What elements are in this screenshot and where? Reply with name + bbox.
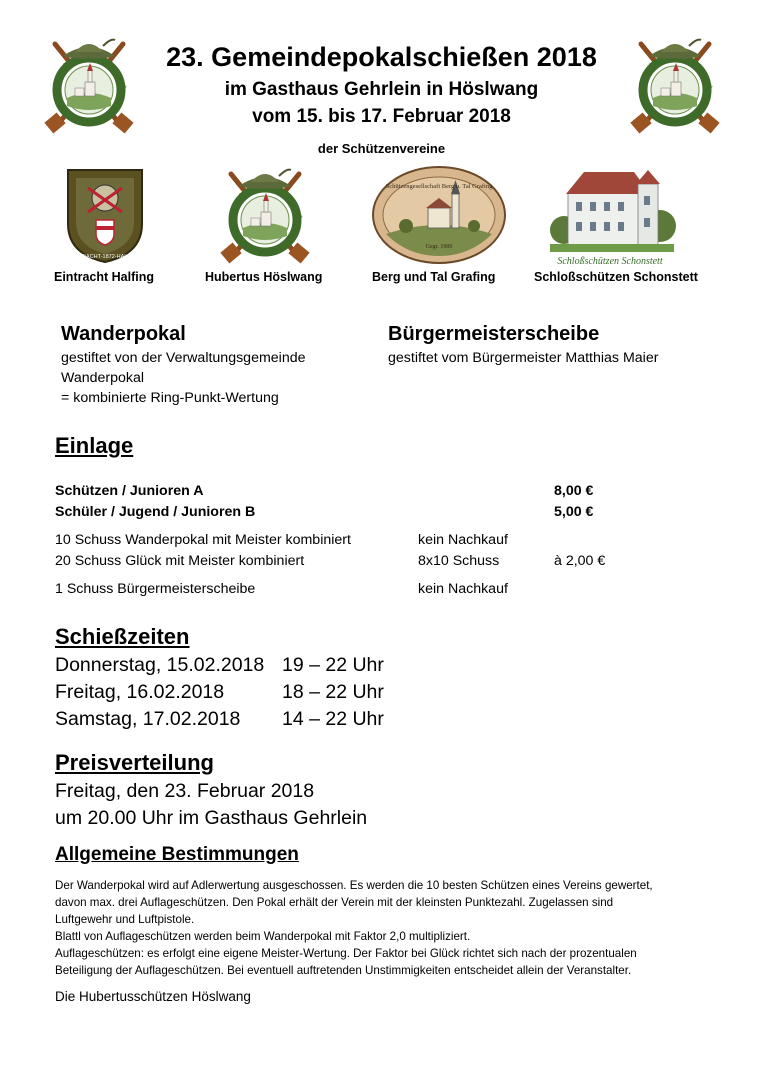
schedule-day: Samstag, 17.02.2018: [55, 708, 241, 730]
einlage-heading: Einlage: [55, 433, 134, 458]
fee-row-label: Schützen / Junioren A: [55, 483, 204, 499]
hubertus-logo-text-bottom: Höslwang: [75, 117, 103, 124]
berg-logo-text-top: Schützengesellschaft Berg u. Tal Grafing: [385, 183, 493, 190]
club-logo-schlossschuetzen-schonstett: [540, 166, 680, 270]
hubertus-logo-text-bottom: Höslwang: [251, 247, 279, 254]
bestimmungen-line: Blattl von Auflageschützen werden beim Wanderpokal mit Faktor 2,0 multipliziert.: [55, 930, 471, 943]
hubertus-logo-text-top: Hubertus: [285, 199, 305, 221]
berg-und-tal-grafing-logo-icon: [370, 164, 508, 266]
club-logo-hubertus-hoeslwang: [220, 166, 310, 266]
preisverteilung-heading: Preisverteilung: [55, 750, 214, 775]
einlage-item-note: 8x10 Schuss: [418, 553, 500, 569]
wanderpokal-description: [61, 348, 306, 408]
einlage-item-label: 1 Schuss Bürgermeisterscheibe: [55, 581, 256, 597]
hubertus-hoeslwang-logo-icon: [220, 166, 310, 266]
eintracht-halfing-logo-icon: [64, 166, 146, 264]
schedule-day: Freitag, 16.02.2018: [55, 681, 225, 703]
buergermeisterscheibe-title: Bürgermeisterscheibe: [388, 323, 600, 345]
preisverteilung-time-place: um 20.00 Uhr im Gasthaus Gehrlein: [55, 807, 368, 829]
club-label-berg-und-tal-grafing: Berg und Tal Grafing: [372, 270, 496, 284]
signature: Die Hubertusschützen Höslwang: [55, 989, 251, 1004]
wanderpokal-title: Wanderpokal: [61, 323, 186, 345]
einlage-item-note: kein Nachkauf: [418, 581, 508, 597]
bestimmungen-text: [55, 877, 735, 979]
preisverteilung-date: Freitag, den 23. Februar 2018: [55, 780, 315, 802]
schedule-time: 14 – 22 Uhr: [282, 708, 384, 730]
einlage-item-label: 10 Schuss Wanderpokal mit Meister kombiniert: [55, 532, 351, 548]
club-logo-eintracht-halfing: [64, 166, 146, 264]
hubertus-logo-text-top: Hubertus: [109, 69, 129, 91]
hubertus-logo-text-left: Schützen: [641, 61, 655, 85]
hubertus-logo-text-top: Hubertus: [695, 69, 715, 91]
schiesszeiten-heading: Schießzeiten: [55, 624, 190, 649]
hubertus-logo-text-left: Schützen: [55, 61, 69, 85]
fee-row-label: Schüler / Jugend / Junioren B: [55, 504, 256, 520]
subtitle: der Schützenvereine: [317, 141, 446, 156]
bestimmungen-heading: Allgemeine Bestimmungen: [55, 844, 299, 865]
einlage-item-label: 20 Schuss Glück mit Meister kombiniert: [55, 553, 305, 569]
fee-row-price: 5,00 €: [554, 504, 594, 520]
schloss-logo-caption: Schloßschützen Schonstett: [557, 256, 663, 267]
einlage-item-price: à 2,00 €: [554, 553, 606, 569]
schedule-time: 19 – 22 Uhr: [282, 654, 384, 676]
eintracht-logo-text: EINTRACHT-1872-HALFING: [69, 254, 141, 260]
venue-line: im Gasthaus Gehrlein in Höslwang: [224, 79, 539, 100]
wanderpokal-line2: Wanderpokal: [61, 370, 145, 386]
bestimmungen-line: Auflageschützen: es erfolgt eine eigene Meister-Wertung. Der Faktor bei Glück richtet sich nach der prozentualen: [55, 947, 637, 960]
bestimmungen-line: Der Wanderpokal wird auf Adlerwertung ausgeschossen. Es werden die 10 besten Schützen eines Vereins gewertet,: [55, 879, 653, 892]
hubertus-logo-text-left: Schützen: [231, 191, 245, 215]
bestimmungen-line: Beteiligung der Auflageschützen. Bei eventuell auftretenden Unstimmigkeiten entscheidet allein der Veranstalter.: [55, 964, 632, 977]
schedule-time: 18 – 22 Uhr: [282, 681, 384, 703]
berg-logo-text-bottom: Gegr. 1900: [425, 244, 453, 250]
fee-row-price: 8,00 €: [554, 483, 594, 499]
schedule-day: Donnerstag, 15.02.2018: [55, 654, 265, 676]
wanderpokal-line1: gestiftet von der Verwaltungsgemeinde: [61, 350, 306, 366]
club-label-schlossschuetzen-schonstett: Schloßschützen Schonstett: [534, 270, 698, 284]
bestimmungen-line: Luftgewehr und Luftpistole.: [55, 913, 195, 926]
date-line: vom 15. bis 17. Februar 2018: [252, 106, 511, 127]
wanderpokal-line3: = kombinierte Ring-Punkt-Wertung: [61, 390, 279, 406]
club-logo-berg-und-tal-grafing: [370, 164, 508, 266]
einlage-item-note: kein Nachkauf: [418, 532, 508, 548]
hubertus-logo-text-bottom: Höslwang: [661, 117, 689, 124]
bestimmungen-line: davon max. drei Auflageschützen. Den Pokal erhält der Verein mit der kleinsten Punktezahl. Zugelassen sind: [55, 896, 614, 909]
buergermeisterscheibe-description: gestiftet vom Bürgermeister Matthias Maier: [388, 350, 659, 366]
schlossschuetzen-schonstett-logo-icon: [540, 166, 680, 270]
club-label-eintracht-halfing: Eintracht Halfing: [54, 270, 155, 284]
page-title: 23. Gemeindepokalschießen 2018: [166, 42, 597, 72]
club-label-hubertus-hoeslwang: Hubertus Höslwang: [205, 270, 323, 284]
